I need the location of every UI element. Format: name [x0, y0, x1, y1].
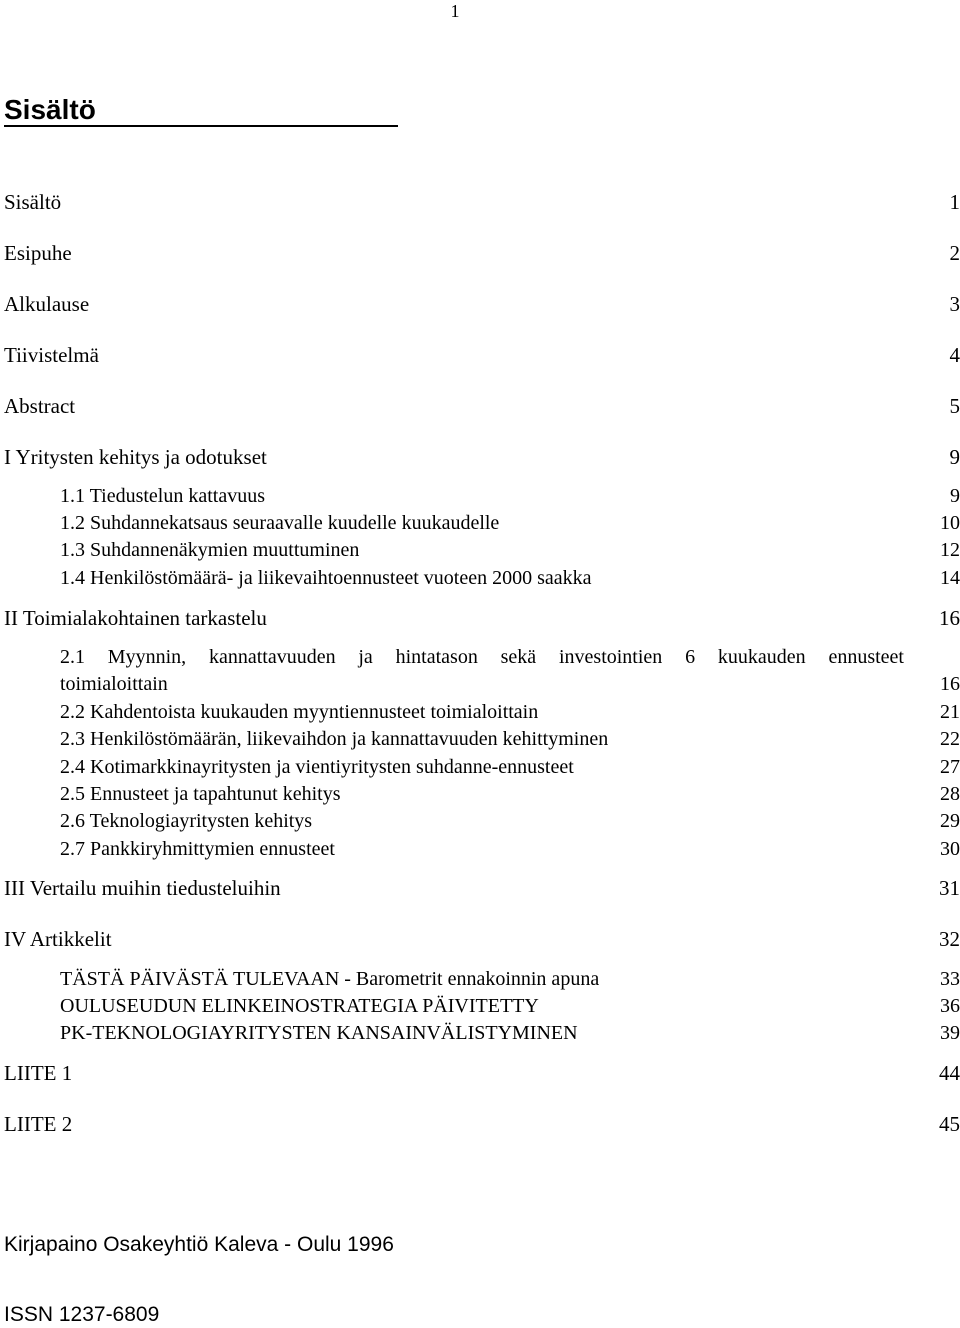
toc-entry-label: 1.4 Henkilöstömäärä- ja liikevaihtoennusteet vuoteen 2000 saakka: [60, 565, 592, 591]
toc-entry-label: 2.6 Teknologiayritysten kehitys: [60, 808, 312, 834]
toc-entry-label: II Toimialakohtainen tarkastelu: [4, 605, 267, 631]
toc-entry-page: 2: [950, 240, 960, 266]
toc-entry-label-continued: toimialoittain: [60, 671, 168, 697]
toc-entry-label: Esipuhe: [4, 240, 72, 266]
toc-entry-label: 2.7 Pankkiryhmittymien ennusteet: [60, 836, 335, 862]
toc-entry-page: 31: [939, 875, 960, 901]
toc-entry-page: 28: [940, 781, 960, 807]
toc-entry-page: 36: [940, 993, 960, 1019]
page-title: Sisältö: [4, 92, 398, 127]
toc-entry-page: 16: [939, 605, 960, 631]
toc-entry-label: Tiivistelmä: [4, 342, 99, 368]
toc-entry-label: 2.1 Myynnin, kannattavuuden ja hintatason sekä investointien 6 kuukauden ennusteet: [60, 644, 904, 671]
toc-entry-page: 16: [940, 671, 960, 697]
toc-entry-page: 32: [939, 926, 960, 952]
toc-entry-page: 10: [940, 510, 960, 536]
toc-entry-label: PK-TEKNOLOGIAYRITYSTEN KANSAINVÄLISTYMINEN: [60, 1020, 578, 1046]
toc-entry-page: 1: [950, 189, 960, 215]
toc-entry-label: LIITE 2: [4, 1111, 72, 1137]
toc-entry-page: 44: [939, 1060, 960, 1086]
toc-entry-label: LIITE 1: [4, 1060, 72, 1086]
toc-entry-page: 21: [940, 699, 960, 725]
toc-entry-label: 2.2 Kahdentoista kuukauden myyntiennusteet toimialoittain: [60, 699, 538, 725]
toc-entry-label: IV Artikkelit: [4, 926, 112, 952]
toc-entry-label: 1.1 Tiedustelun kattavuus: [60, 483, 265, 509]
toc-entry-label: 2.4 Kotimarkkinayritysten ja vientiyritysten suhdanne-ennusteet: [60, 754, 574, 780]
toc-entry-label: Alkulause: [4, 291, 89, 317]
page-number: 1: [0, 0, 910, 22]
toc-entry-page: 22: [940, 726, 960, 752]
toc-entry-page: 14: [940, 565, 960, 591]
toc-entry-label: I Yritysten kehitys ja odotukset: [4, 444, 267, 470]
toc-entry-label: 1.2 Suhdannekatsaus seuraavalle kuudelle kuukaudelle: [60, 510, 499, 536]
toc-entry-page: 33: [940, 966, 960, 992]
issn: ISSN 1237-6809: [4, 1302, 159, 1328]
toc-entry-label: III Vertailu muihin tiedusteluihin: [4, 875, 281, 901]
toc-entry-page: 12: [940, 537, 960, 563]
toc-entry-label: 2.5 Ennusteet ja tapahtunut kehitys: [60, 781, 341, 807]
toc-entry-label: 1.3 Suhdannenäkymien muuttuminen: [60, 537, 359, 563]
toc-entry-label: 2.3 Henkilöstömäärän, liikevaihdon ja kannattavuuden kehittyminen: [60, 726, 608, 752]
toc-entry-label: Abstract: [4, 393, 75, 419]
toc-entry-page: 29: [940, 808, 960, 834]
toc-entry-page: 5: [950, 393, 960, 419]
toc-entry-page: 9: [950, 444, 960, 470]
toc-entry-page: 9: [950, 483, 960, 509]
toc-entry-page: 3: [950, 291, 960, 317]
toc-entry-page: 27: [940, 754, 960, 780]
toc-entry-page: 39: [940, 1020, 960, 1046]
printer-line: Kirjapaino Osakeyhtiö Kaleva - Oulu 1996: [4, 1232, 394, 1258]
toc-entry-page: 4: [950, 342, 960, 368]
toc-entry-label: OULUSEUDUN ELINKEINOSTRATEGIA PÄIVITETTY: [60, 993, 539, 1019]
toc-entry-page: 45: [939, 1111, 960, 1137]
toc-entry-label: Sisältö: [4, 189, 61, 215]
toc-entry-label: TÄSTÄ PÄIVÄSTÄ TULEVAAN - Barometrit ennakoinnin apuna: [60, 966, 599, 992]
toc-entry-page: 30: [940, 836, 960, 862]
